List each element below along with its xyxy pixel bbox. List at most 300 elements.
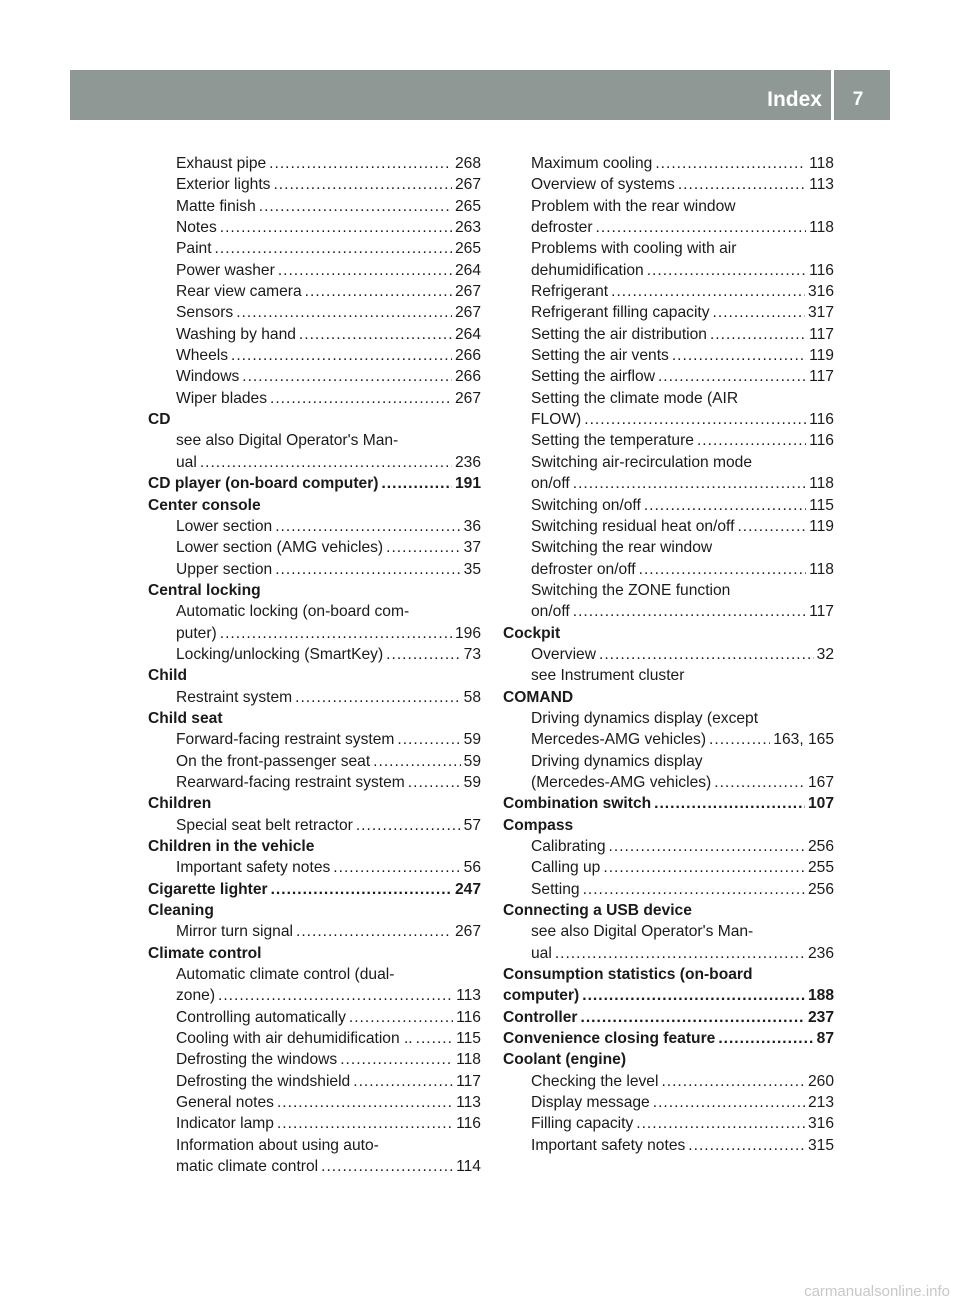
dot-leader [397, 729, 460, 750]
index-entry [503, 601, 834, 622]
page-reference: 236 [454, 453, 481, 471]
dot-leader [277, 1092, 453, 1113]
index-entry [148, 516, 481, 537]
page-reference: 196 [454, 624, 481, 642]
page-reference: 265 [454, 197, 481, 215]
entry-text: Center console [148, 496, 261, 514]
entry-text: ual [531, 944, 552, 962]
entry-text: CD [148, 411, 171, 429]
dot-leader [408, 772, 461, 793]
dot-leader [697, 430, 806, 451]
entry-text: Combination switch [503, 795, 652, 813]
entry-text: Central locking [148, 581, 261, 599]
page-reference: 118 [809, 155, 834, 172]
dot-leader [573, 601, 806, 622]
page-reference: 237 [807, 1008, 834, 1026]
index-heading [148, 793, 481, 814]
watermark: carmanualsonline.info [804, 1283, 950, 1300]
page-reference: 267 [454, 176, 481, 194]
dot-leader [655, 153, 806, 174]
page-reference: 113 [456, 987, 481, 1005]
index-entry [148, 366, 481, 387]
index-entry [148, 601, 481, 622]
entry-text: Children [148, 795, 212, 813]
dot-leader [709, 729, 770, 750]
index-entry [503, 580, 834, 601]
index-entry [148, 196, 481, 217]
dot-leader [242, 366, 452, 387]
entry-text: Child seat [148, 709, 223, 727]
index-heading [148, 473, 481, 494]
index-entry [503, 366, 834, 387]
page-reference: 260 [807, 1072, 834, 1090]
page-reference: 113 [456, 1094, 481, 1112]
dot-leader [636, 1113, 805, 1134]
index-heading [503, 623, 834, 644]
dot-leader [305, 281, 452, 302]
entry-text: on/off [531, 475, 570, 493]
entry-text: Washing by hand [176, 325, 296, 343]
dot-leader [278, 260, 452, 281]
dot-leader [603, 857, 805, 878]
entry-text: defroster [531, 219, 593, 237]
index-entry [503, 302, 834, 323]
dot-leader [299, 324, 452, 345]
page-reference: 115 [809, 496, 834, 514]
index-heading [503, 1049, 834, 1070]
entry-text: Exterior lights [176, 176, 271, 194]
entry-text: Indicator lamp [176, 1115, 274, 1133]
index-entry [148, 174, 481, 195]
index-entry [148, 985, 481, 1006]
page-reference: 247 [454, 880, 481, 898]
entry-text: Restraint system [176, 688, 293, 706]
index-heading [148, 900, 481, 921]
dot-leader [678, 174, 806, 195]
index-heading [148, 943, 481, 964]
entry-text: Overview of systems [531, 176, 675, 194]
index-entry [503, 943, 834, 964]
entry-text: Switching the ZONE function [531, 581, 731, 599]
entry-text: defroster on/off [531, 560, 636, 578]
entry-text: Controlling automatically [176, 1008, 346, 1026]
page-reference: 256 [807, 838, 834, 855]
index-heading [148, 708, 481, 729]
index-entry [148, 729, 481, 750]
page-reference: 58 [463, 688, 481, 706]
dot-leader [555, 943, 805, 964]
page-header [70, 70, 890, 120]
entry-text: Important safety notes [531, 1136, 686, 1154]
entry-text: Overview [531, 645, 596, 663]
entry-text: Display message [531, 1094, 650, 1112]
dot-leader [581, 1007, 805, 1028]
index-entry [503, 153, 834, 174]
dot-leader [349, 1007, 453, 1028]
entry-text: Children in the vehicle [148, 838, 315, 855]
index-entry [503, 1092, 834, 1113]
dot-leader [215, 238, 452, 259]
entry-text: Convenience closing feature [503, 1030, 716, 1048]
index-entry [148, 1156, 481, 1177]
page-reference: 267 [454, 923, 481, 941]
entry-text: Cleaning [148, 902, 214, 920]
entry-text: Information about using auto- [176, 1136, 379, 1154]
index-entry [148, 452, 481, 473]
page-reference: 255 [807, 859, 834, 877]
index-entry [148, 857, 481, 878]
entry-text: Windows [176, 368, 240, 386]
dot-leader [381, 473, 452, 494]
page-reference: 118 [456, 1051, 481, 1069]
entry-text: Driving dynamics display [531, 752, 703, 770]
entry-text: Setting the airflow [531, 368, 655, 386]
index-entry [148, 238, 481, 259]
entry-text: see Instrument cluster [531, 667, 685, 685]
index-heading [503, 964, 834, 985]
index-entry [503, 751, 834, 772]
page-reference: 119 [809, 517, 834, 535]
dot-leader [710, 324, 806, 345]
dot-leader [582, 985, 805, 1006]
entry-text: Maximum cooling [531, 155, 653, 172]
entry-text: Rear view camera [176, 283, 302, 301]
entry-text: Setting the climate mode (AIR [531, 389, 739, 407]
dot-leader [583, 879, 805, 900]
index-entry [148, 345, 481, 366]
index-entry [503, 388, 834, 409]
page-reference: 315 [807, 1136, 834, 1154]
entry-text: Cigarette lighter [148, 880, 268, 898]
page-reference: 114 [456, 1158, 481, 1176]
dot-leader [386, 537, 461, 558]
entry-text: Problem with the rear window [531, 197, 736, 215]
entry-text: Refrigerant [531, 283, 609, 301]
entry-text: Wheels [176, 347, 228, 365]
index-entry [148, 559, 481, 580]
entry-text: zone) [176, 987, 216, 1005]
index-entry [148, 302, 481, 323]
page-reference: 213 [807, 1094, 834, 1112]
entry-text: Setting [531, 880, 580, 898]
index-entry [148, 751, 481, 772]
dot-leader [269, 153, 452, 174]
dot-leader [340, 1049, 453, 1070]
dot-leader [273, 174, 452, 195]
index-entry [503, 324, 834, 345]
page-reference: 117 [809, 368, 834, 386]
index-column-left [148, 153, 481, 1178]
dot-leader [737, 516, 806, 537]
dot-leader [271, 879, 452, 900]
index-heading [148, 580, 481, 601]
dot-leader [718, 1028, 813, 1049]
dot-leader [661, 1071, 805, 1092]
page-reference: 117 [809, 325, 834, 343]
page-reference: 266 [454, 368, 481, 386]
entry-text: Problems with cooling with air [531, 240, 737, 258]
entry-text: Setting the air vents [531, 347, 669, 365]
page-reference: 59 [463, 773, 481, 791]
index-heading [148, 495, 481, 516]
index-entry [148, 964, 481, 985]
index-entry [503, 495, 834, 516]
page-reference: 267 [454, 389, 481, 407]
index-entry [503, 857, 834, 878]
entry-text: Lower section [176, 517, 273, 535]
entry-text: Mirror turn signal [176, 923, 293, 941]
dot-leader [658, 366, 806, 387]
entry-text: Setting the temperature [531, 432, 694, 450]
entry-text: Driving dynamics display (except [531, 709, 759, 727]
index-entry [503, 473, 834, 494]
index-entry [503, 708, 834, 729]
index-entry [148, 388, 481, 409]
entry-text: matic climate control [176, 1158, 319, 1176]
entry-text: Switching the rear window [531, 539, 713, 557]
entry-text: Power washer [176, 261, 275, 279]
entry-text: Coolant (engine) [503, 1051, 627, 1069]
dot-leader [386, 644, 460, 665]
dot-leader [275, 559, 460, 580]
dot-leader [270, 388, 452, 409]
page-reference: 268 [454, 155, 481, 172]
entry-text: Climate control [148, 944, 262, 962]
entry-text: Defrosting the windows [176, 1051, 338, 1069]
index-entry [148, 537, 481, 558]
entry-text: Exhaust pipe [176, 155, 267, 172]
page-reference: 191 [454, 475, 481, 493]
page-reference: 87 [816, 1030, 834, 1048]
index-entry [503, 1135, 834, 1156]
dot-leader [321, 1156, 453, 1177]
index-heading [148, 836, 481, 857]
index-entry [148, 921, 481, 942]
index-entry [503, 452, 834, 473]
dot-leader [353, 1071, 453, 1092]
page-reference: 59 [463, 752, 481, 770]
entry-text: Automatic locking (on-board com- [176, 603, 410, 621]
entry-text: Cooling with air dehumidification .. [176, 1030, 413, 1048]
index-heading [503, 985, 834, 1006]
index-entry [148, 260, 481, 281]
entry-text: FLOW) [531, 411, 582, 429]
page-reference: 113 [809, 176, 834, 194]
index-entry [503, 836, 834, 857]
page-reference: 116 [456, 1115, 481, 1133]
entry-text: Child [148, 667, 187, 685]
page-reference: 263 [454, 219, 481, 237]
entry-text: Defrosting the windshield [176, 1072, 351, 1090]
entry-text: Lower section (AMG vehicles) [176, 539, 384, 557]
entry-text: General notes [176, 1094, 274, 1112]
page-reference: 266 [454, 347, 481, 365]
dot-leader [259, 196, 452, 217]
dot-leader [654, 793, 805, 814]
page-reference: 264 [454, 261, 481, 279]
entry-text: Controller [503, 1008, 578, 1026]
index-heading [503, 900, 834, 921]
page-reference: 163, 165 [773, 731, 834, 749]
dot-leader [416, 1028, 454, 1049]
index-entry [503, 217, 834, 238]
page-reference: 317 [807, 304, 834, 322]
page-reference: 116 [456, 1008, 481, 1026]
index-entry [503, 516, 834, 537]
page-reference: 116 [809, 261, 834, 279]
dot-leader [584, 409, 806, 430]
page-reference: 118 [809, 560, 834, 578]
entry-text: Rearward-facing restraint system [176, 773, 405, 791]
dot-leader [220, 623, 452, 644]
index-entry [503, 345, 834, 366]
index-entry [148, 1071, 481, 1092]
page-reference: 167 [807, 773, 834, 791]
dot-leader [596, 217, 807, 238]
section-title: Index [767, 88, 822, 111]
entry-text: Special seat belt retractor [176, 816, 353, 834]
page-reference: 188 [807, 987, 834, 1005]
entry-text: Consumption statistics (on-board [503, 966, 753, 984]
page-reference: 115 [456, 1030, 481, 1048]
entry-text: Switching on/off [531, 496, 641, 514]
page-reference: 32 [816, 645, 834, 663]
dot-leader [714, 772, 805, 793]
dot-leader [647, 260, 806, 281]
index-entry [148, 324, 481, 345]
dot-leader [688, 1135, 805, 1156]
dot-leader [599, 644, 814, 665]
index-entry [148, 217, 481, 238]
entry-text: Calling up [531, 859, 601, 877]
index-entry [503, 196, 834, 217]
page-reference: 256 [807, 880, 834, 898]
index-entry [503, 644, 834, 665]
page-reference: 37 [463, 539, 481, 557]
entry-text: Calibrating [531, 838, 606, 855]
page-reference: 118 [809, 475, 834, 493]
dot-leader [672, 345, 806, 366]
index-entry [503, 729, 834, 750]
entry-text: on/off [531, 603, 570, 621]
page-reference: 119 [809, 347, 834, 365]
page-reference: 267 [454, 304, 481, 322]
page-number: 7 [852, 89, 864, 110]
page-reference: 57 [463, 816, 481, 834]
dot-leader [220, 217, 452, 238]
dot-leader [295, 687, 461, 708]
dot-leader [713, 302, 805, 323]
index-heading [148, 879, 481, 900]
index-entry [503, 665, 834, 686]
entry-text: Switching residual heat on/off [531, 517, 735, 535]
entry-text: Notes [176, 219, 217, 237]
index-entry [148, 815, 481, 836]
index-entry [148, 644, 481, 665]
index-entry [148, 281, 481, 302]
index-entry [148, 1028, 481, 1049]
index-entry [503, 879, 834, 900]
index-entry [148, 1135, 481, 1156]
index-entry [503, 409, 834, 430]
entry-text: Filling capacity [531, 1115, 634, 1133]
entry-text: dehumidification [531, 261, 644, 279]
page-reference: 117 [809, 603, 834, 621]
index-heading [148, 665, 481, 686]
index-entry [503, 238, 834, 259]
entry-text: COMAND [503, 688, 574, 706]
entry-text: Upper section [176, 560, 273, 578]
entry-text: Cockpit [503, 624, 561, 642]
entry-text: (Mercedes-AMG vehicles) [531, 773, 712, 791]
page-reference: 73 [463, 645, 481, 663]
entry-text: ual [176, 453, 197, 471]
index-heading [503, 793, 834, 814]
index-heading [503, 1007, 834, 1028]
index-heading [503, 1028, 834, 1049]
entry-text: Matte finish [176, 197, 256, 215]
index-entry [503, 537, 834, 558]
page-reference: 316 [807, 1115, 834, 1133]
index-column-right [503, 153, 834, 1156]
index-entry [503, 1071, 834, 1092]
dot-leader [609, 836, 805, 857]
index-entry [148, 623, 481, 644]
index-entry [503, 559, 834, 580]
entry-text: see also Digital Operator's Man- [176, 432, 399, 450]
page-reference: 116 [809, 432, 834, 450]
dot-leader [218, 985, 453, 1006]
index-entry [148, 1092, 481, 1113]
dot-leader [333, 857, 460, 878]
index-entry [503, 1113, 834, 1134]
index-entry [503, 430, 834, 451]
entry-text: Locking/unlocking (SmartKey) [176, 645, 384, 663]
dot-leader [200, 452, 452, 473]
page-reference: 107 [807, 795, 834, 813]
dot-leader [611, 281, 805, 302]
dot-leader [573, 473, 806, 494]
page-reference: 56 [463, 859, 481, 877]
dot-leader [356, 815, 461, 836]
index-entry [148, 153, 481, 174]
index-entry [503, 281, 834, 302]
entry-text: Connecting a USB device [503, 902, 692, 920]
entry-text: Mercedes-AMG vehicles) [531, 731, 707, 749]
page-reference: 264 [454, 325, 481, 343]
index-entry [503, 260, 834, 281]
entry-text: Switching air-recirculation mode [531, 453, 753, 471]
page-reference: 59 [463, 731, 481, 749]
entry-text: CD player (on-board computer) [148, 475, 379, 493]
index-entry [148, 687, 481, 708]
entry-text: Compass [503, 816, 574, 834]
index-entry [148, 1113, 481, 1134]
header-divider [831, 70, 834, 120]
entry-text: computer) [503, 987, 580, 1005]
index-entry [503, 921, 834, 942]
entry-text: Important safety notes [176, 859, 331, 877]
dot-leader [236, 302, 452, 323]
entry-text: Refrigerant filling capacity [531, 304, 710, 322]
index-entry [148, 430, 481, 451]
index-heading [148, 409, 481, 430]
dot-leader [653, 1092, 805, 1113]
page-reference: 36 [463, 517, 481, 535]
dot-leader [277, 1113, 453, 1134]
index-entry [148, 772, 481, 793]
dot-leader [275, 516, 460, 537]
